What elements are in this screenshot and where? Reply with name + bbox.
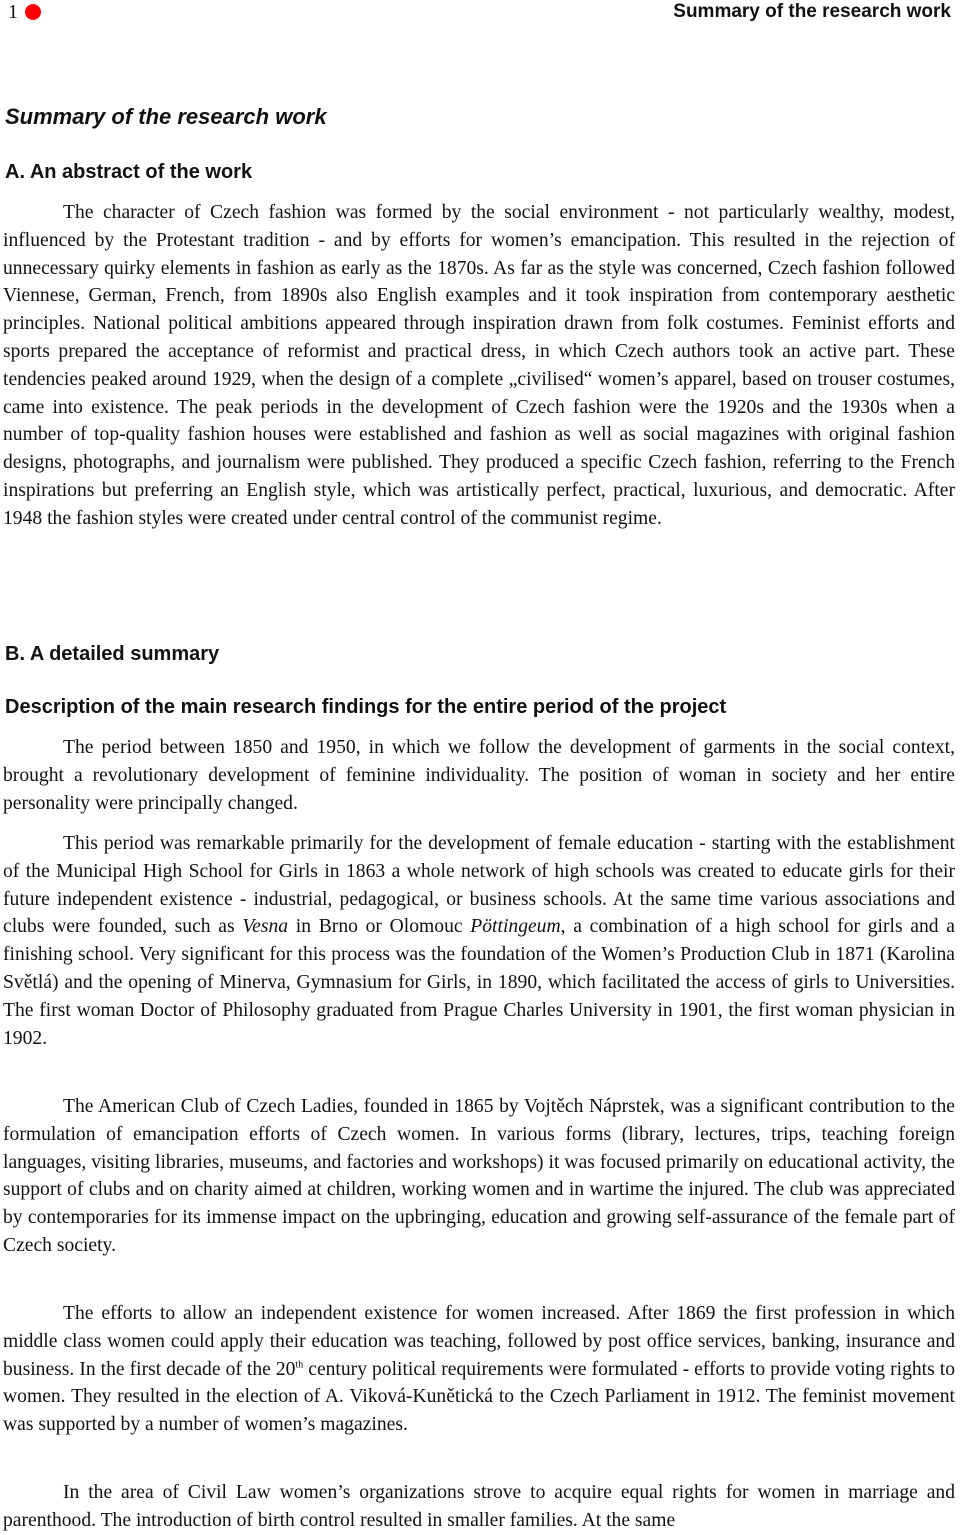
section-a-heading: A. An abstract of the work <box>5 161 253 183</box>
paragraph-period: The period between 1850 and 1950, in which we follow the development of garments in the social context, brought a revolutionary development of feminine individuality. The position of woman in society and her entire personality were principally changed. <box>3 737 955 814</box>
page-header <box>0 0 960 26</box>
section-b-heading: B. A detailed summary <box>5 643 220 665</box>
findings-heading: Description of the main research findings for the entire period of the project <box>5 696 727 718</box>
paragraph-text: , a combination of a high school for girls and a finishing school. Very significant for this process was the foundation of the Women’s Production Club in 1871 (Karolina Světlá) and the opening of Minerva, Gymnasium for Girls, in 1890, which facilitated the access of girls to Universities. The first woman Doctor of Philosophy graduated from Prague Charles University in 1901, the first woman physician in 1902. <box>3 916 955 1049</box>
paragraph-education <box>3 830 955 1052</box>
running-title: Summary of the research work <box>673 1 951 22</box>
paragraph-text: This period was remarkable primarily for the development of female education - starting with the establishment of the Municipal High School for Girls in 1863 a whole network of high schools was created to educate girls for their future independent existence - industrial, pedagogical, or business schools. At the same time various associations and clubs were founded, such as <box>3 833 955 938</box>
italic-term: Pöttingeum <box>470 916 561 938</box>
paragraph-independent-existence <box>3 1300 955 1439</box>
paragraph-text: century political requirements were formulated - efforts to provide voting rights to women. They resulted in the election of A. Viková-Kunětická to the Czech Parliament in 1912. The feminist movement was supported by a number of women’s magazines. <box>3 1358 955 1436</box>
red-dot-icon <box>25 4 41 20</box>
page-number: 1 <box>8 1 18 23</box>
document-title: Summary of the research work <box>5 104 327 129</box>
paragraph-american-club: The American Club of Czech Ladies, founded in 1865 by Vojtěch Náprstek, was a significant contribution to the formulation of emancipation efforts of Czech women. In various forms (library, lectures, trips, teaching foreign languages, visiting libraries, museums, and factories and workshops) it was focused primarily on educational activity, the support of clubs and on charity aimed at children, working women and in wartime the injured. The club was appreciated by contemporaries for its immense impact on the upbringing, education and growing self-assurance of the female part of Czech society. <box>3 1096 955 1256</box>
superscript: th <box>295 1359 304 1371</box>
paragraph-civil-law: In the area of Civil Law women’s organizations strove to acquire equal rights for women in marriage and parenthood. The introduction of birth control resulted in smaller families. At the same <box>3 1482 955 1531</box>
italic-term: Vesna <box>242 916 289 938</box>
paragraph-text: The efforts to allow an independent existence for women increased. After 1869 the first profession in which middle class women could apply their education was teaching, followed by post office services, banking, insurance and business. In the first decade of the 20 <box>3 1303 955 1380</box>
paragraph-text: in Brno or Olomouc <box>288 916 471 938</box>
abstract-paragraph: The character of Czech fashion was formed by the social environment - not particularly wealthy, modest, influenced by the Protestant tradition - and by efforts for women’s emancipation. This resulted in the rejection of unnecessary quirky elements in fashion as early as the 1870s. As far as the style was concerned, Czech fashion followed Viennese, German, French, from 1890s also English examples and it took inspiration from contemporary aesthetic principles. National political ambitions appeared through inspiration drawn from folk costumes. Feminist efforts and sports prepared the acceptance of reformist and practical dress, in which Czech authors took an active part. These tendencies peaked around 1929, when the design of a complete „civilised“ women’s apparel, based on trouser costumes, came into existence. The peak periods in the development of Czech fashion were the 1920s and the 1930s when a number of top-quality fashion houses were established and fashion as well as social magazines with original fashion designs, photographs, and journalism were published. They produced a specific Czech fashion, referring to the French inspirations but preferring an English style, which was artistically perfect, practical, luxurious, and democratic. After 1948 the fashion styles were created under central control of the communist regime. <box>3 202 955 529</box>
